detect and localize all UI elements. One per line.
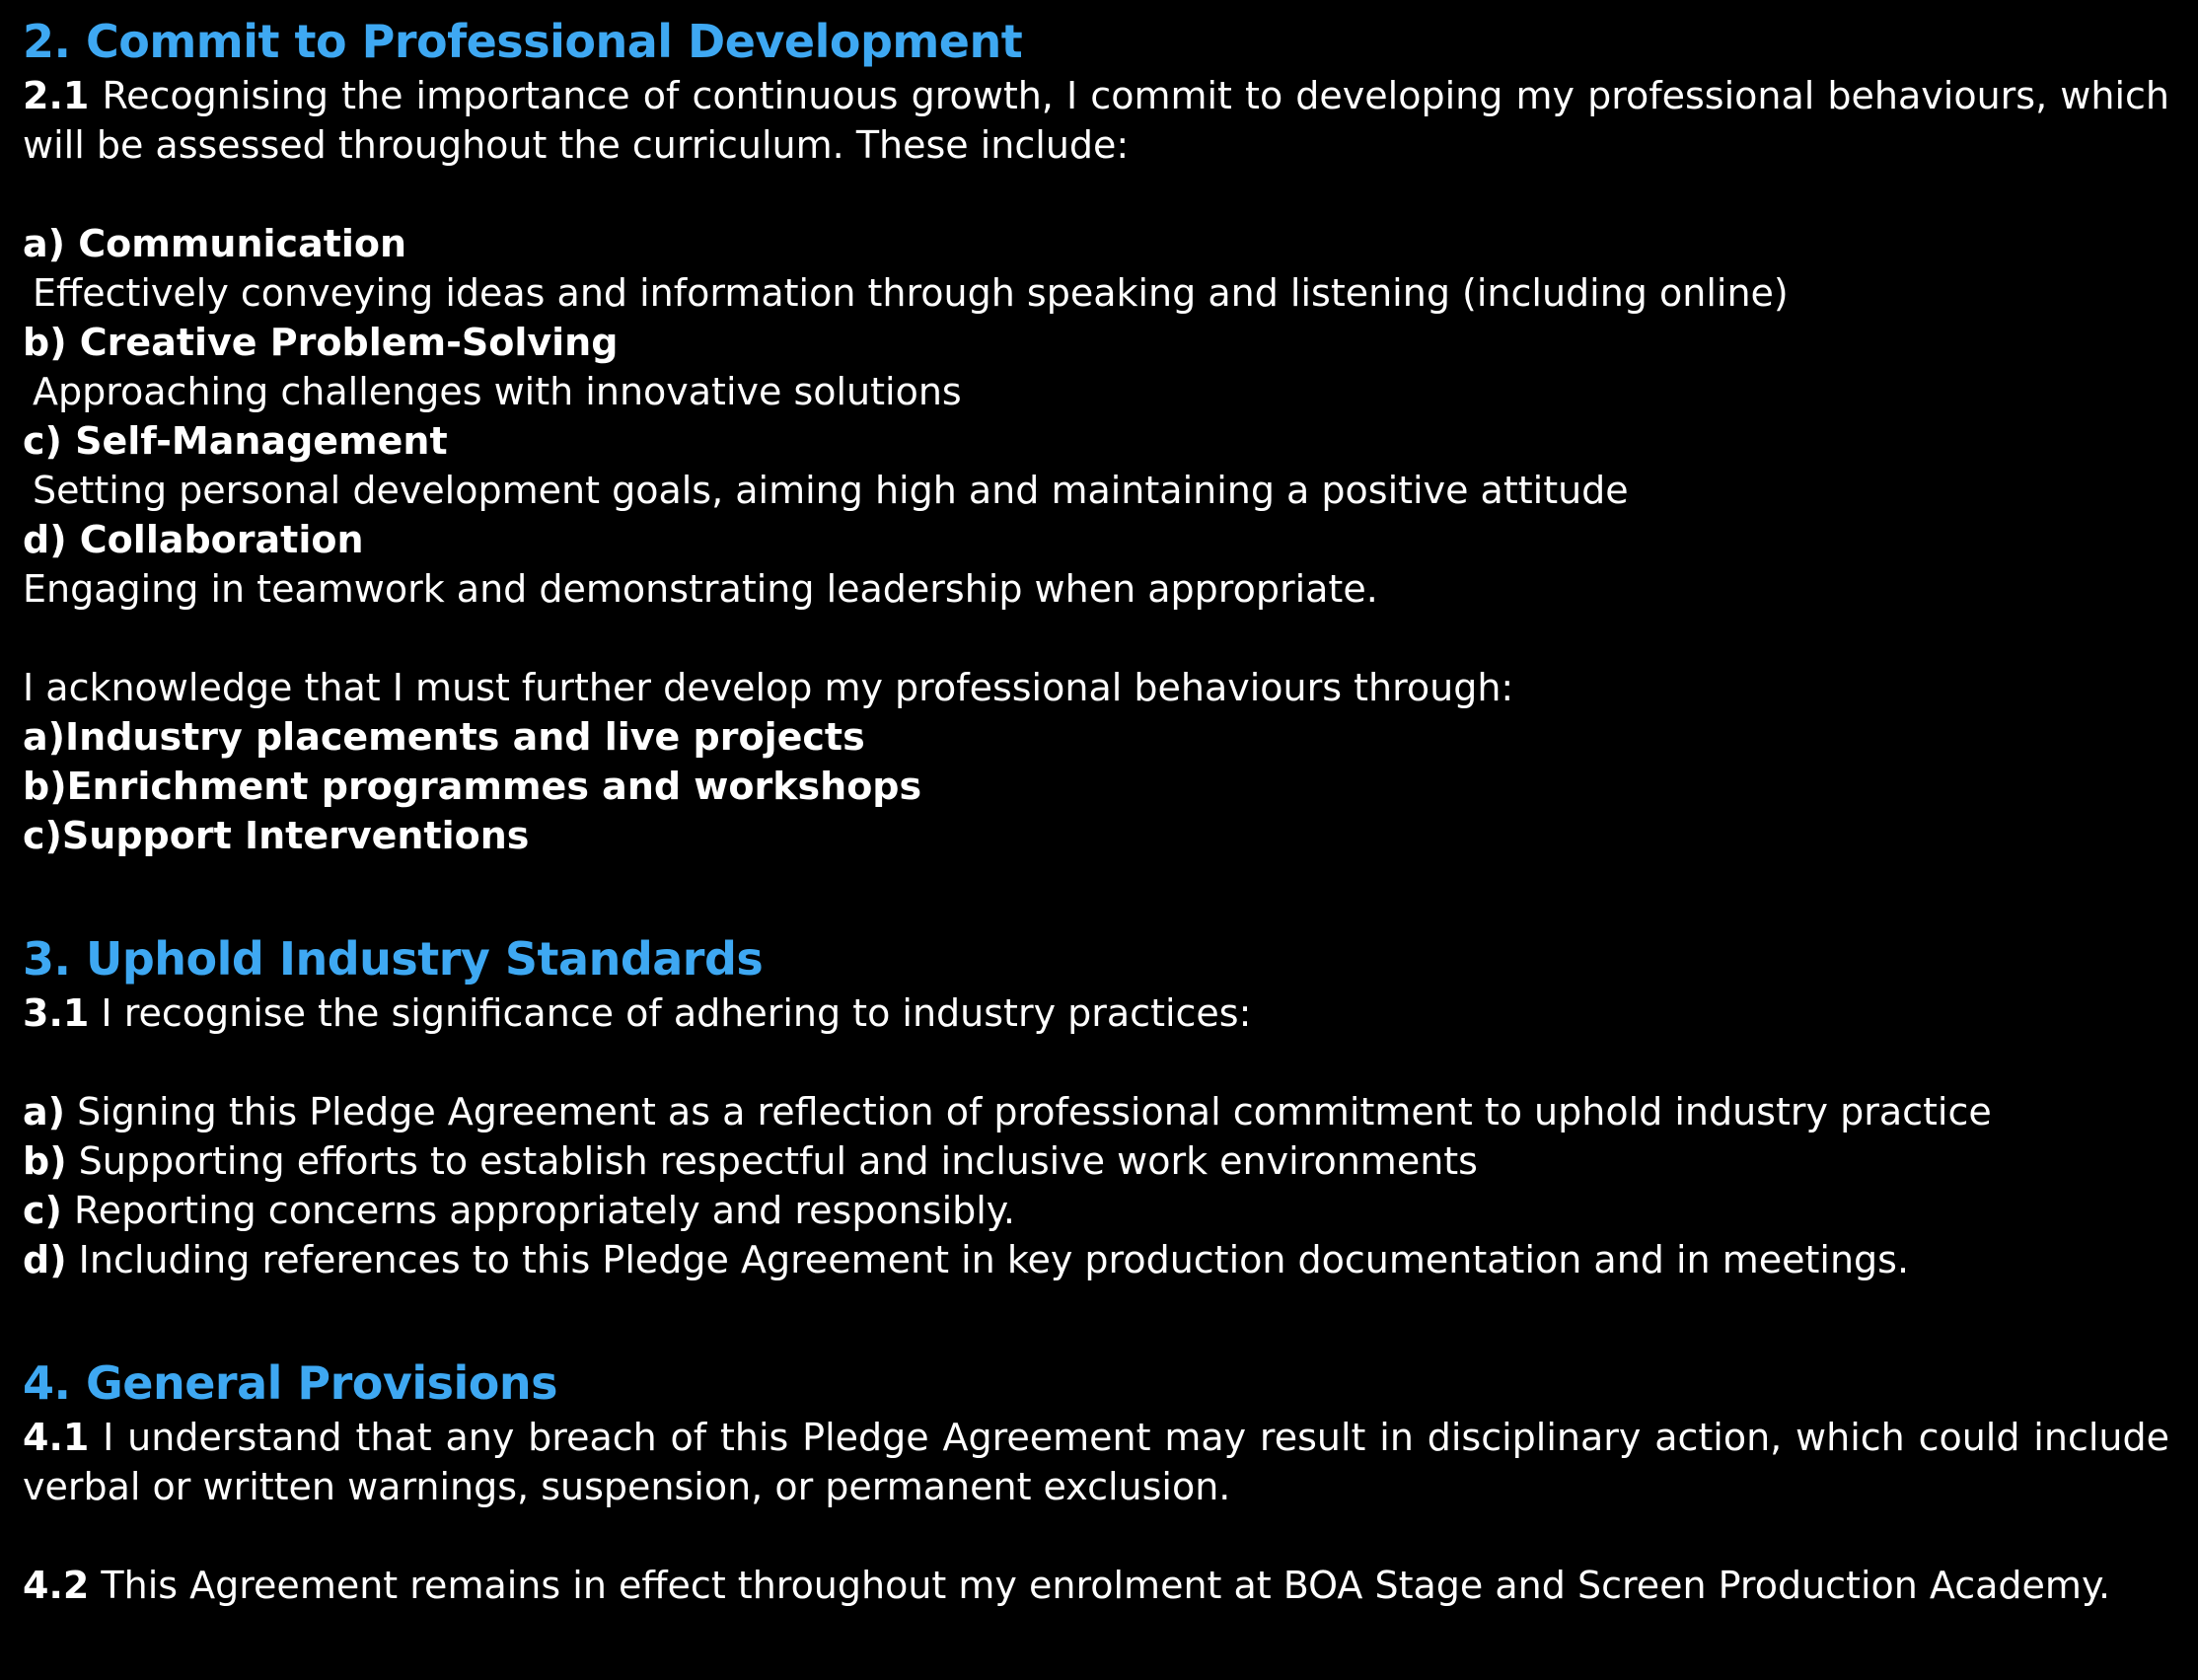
practice-letter: a) [23,1090,66,1133]
section-3-heading: 3. Uphold Industry Standards [23,932,764,986]
spacer [23,1038,2169,1087]
paragraph-text: I recognise the significance of adhering to industry practices: [101,991,1252,1035]
paragraph-4-2 [23,1561,2169,1610]
development-item: a)Industry placements and live projects [23,715,865,759]
spacer [23,1511,2169,1561]
paragraph-2-1 [23,71,2169,170]
behaviour-description: Effectively conveying ideas and information through speaking and listening (including online) [33,271,1789,315]
spacer [23,614,2169,663]
acknowledge-text: I acknowledge that I must further develop my professional behaviours through: [23,666,1514,709]
pledge-document [23,12,2169,1610]
section-2-heading: 2. Commit to Professional Development [23,15,1023,68]
paragraph-number: 3.1 [23,991,90,1035]
behaviour-title: a) Communication [23,222,407,265]
practice-text: Including references to this Pledge Agreement in key production documentation and in meetings. [78,1238,1910,1281]
behaviour-title: d) Collaboration [23,518,364,561]
practice-text: Signing this Pledge Agreement as a reflection of professional commitment to uphold industry practice [77,1090,1992,1133]
behaviour-description: Approaching challenges with innovative solutions [33,370,962,413]
behaviour-title: b) Creative Problem-Solving [23,321,619,364]
practice-item [23,1235,2169,1284]
paragraph-3-1 [23,988,2169,1038]
section-4-heading: 4. General Provisions [23,1356,558,1410]
development-item: c)Support Interventions [23,814,530,857]
development-item: b)Enrichment programmes and workshops [23,765,922,808]
paragraph-text: I understand that any breach of this Pledge Agreement may result in disciplinary action, which could include verbal or written warnings, suspension, or permanent exclusion. [23,1416,2169,1508]
practice-text: Reporting concerns appropriately and responsibly. [74,1189,1015,1232]
behaviour-description: Setting personal development goals, aiming high and maintaining a positive attitude [33,469,1629,512]
practice-letter: d) [23,1238,67,1281]
paragraph-number: 2.1 [23,74,90,117]
practice-item [23,1186,2169,1235]
practice-item [23,1087,2169,1136]
paragraph-text: This Agreement remains in effect throughout my enrolment at BOA Stage and Screen Production Academy. [101,1564,2111,1607]
paragraph-number: 4.1 [23,1416,90,1459]
practice-text: Supporting efforts to establish respectful and inclusive work environments [78,1139,1478,1183]
practice-item [23,1136,2169,1186]
paragraph-text: Recognising the importance of continuous growth, I commit to developing my professional behaviours, which will be assessed throughout the curriculum. These include: [23,74,2169,167]
spacer [23,170,2169,219]
practice-letter: c) [23,1189,62,1232]
spacer [23,860,2169,929]
paragraph-number: 4.2 [23,1564,90,1607]
behaviour-title: c) Self-Management [23,419,448,463]
spacer [23,1284,2169,1353]
practice-letter: b) [23,1139,67,1183]
behaviour-description: Engaging in teamwork and demonstrating leadership when appropriate. [23,567,1378,611]
paragraph-4-1 [23,1413,2169,1511]
